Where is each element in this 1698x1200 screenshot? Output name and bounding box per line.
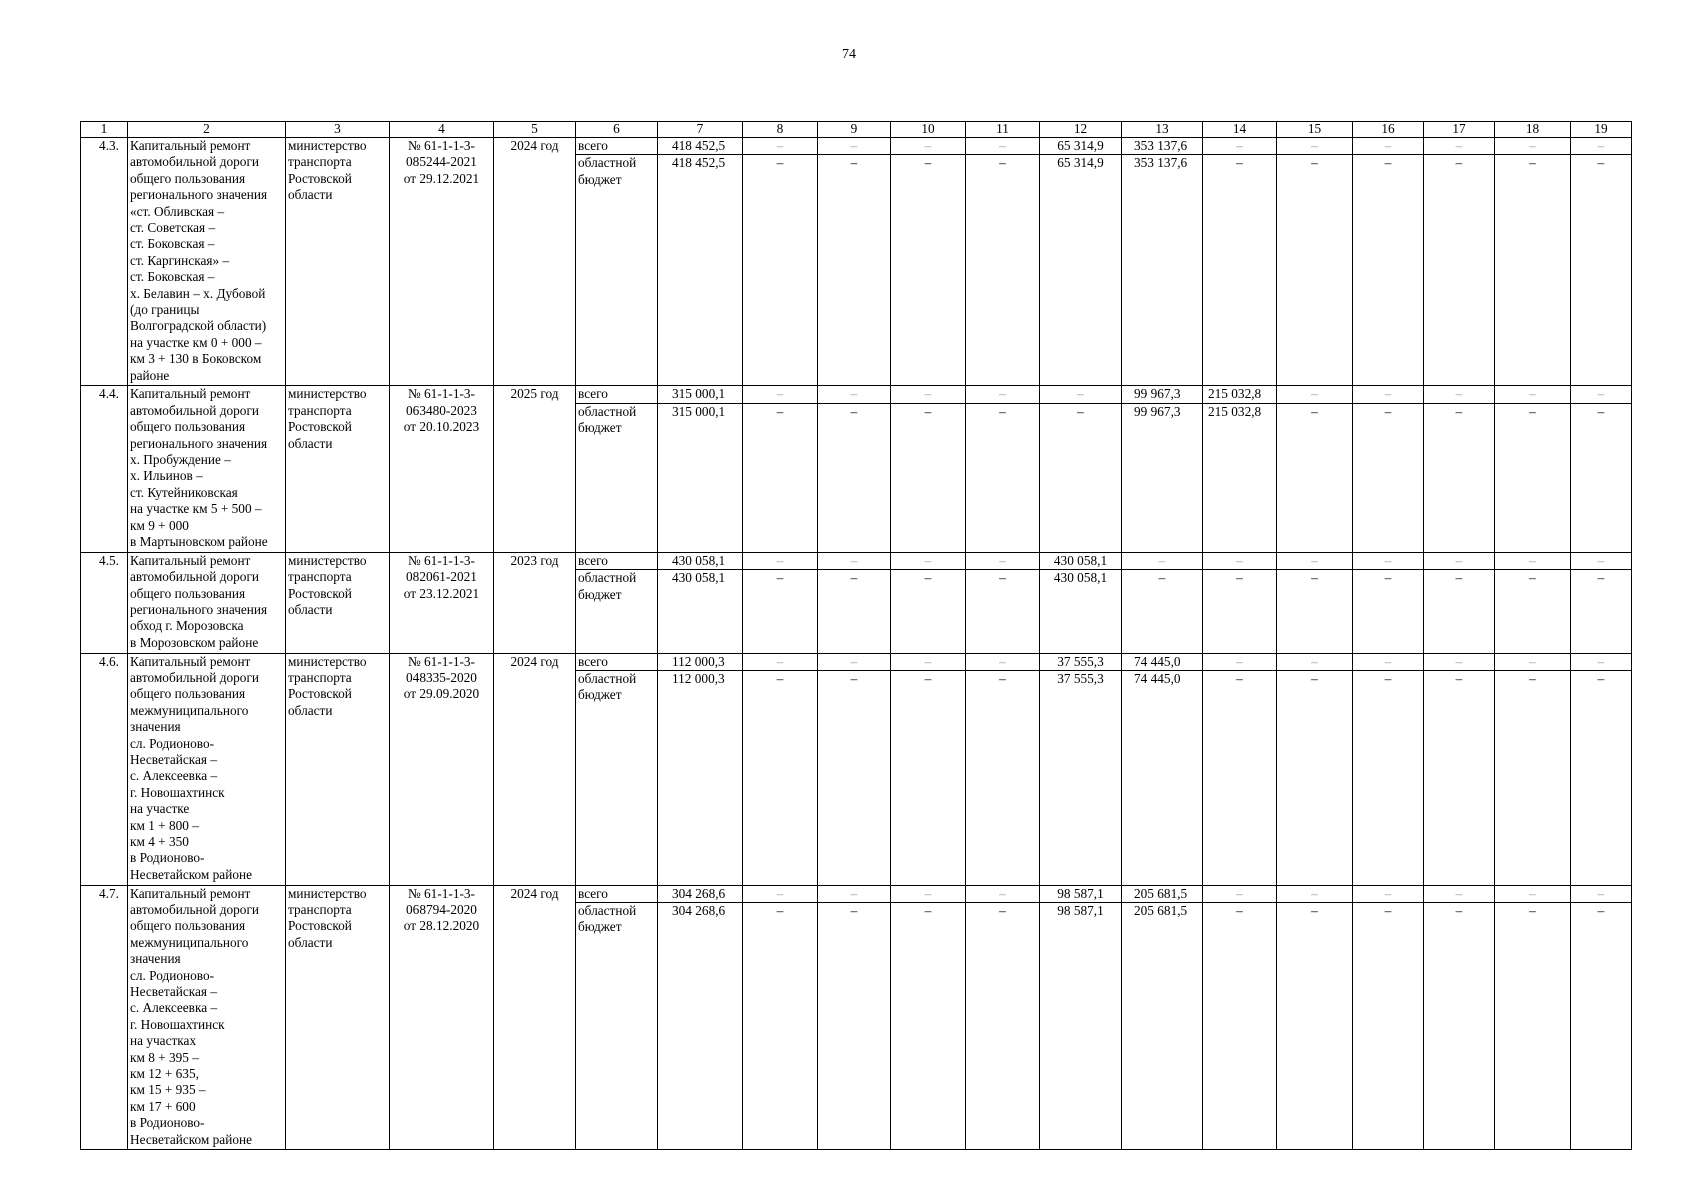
object-name-line: «ст. Обливская – — [130, 203, 225, 219]
value-col-9: – — [818, 903, 891, 1150]
value-col-15: – — [1277, 403, 1353, 552]
value-col-12: 37 555,3 — [1040, 671, 1122, 886]
value-col-13: 353 137,6 — [1122, 138, 1203, 155]
expertise-document-line: 063480-2023 — [406, 402, 477, 418]
object-name-line: Несветайская – — [130, 752, 217, 768]
column-number-5: 5 — [494, 122, 576, 138]
value-col-11: – — [966, 403, 1040, 552]
value-col-19: – — [1571, 903, 1632, 1150]
value-col-8: – — [743, 403, 818, 552]
table-row-total — [81, 653, 1632, 670]
object-name-line: районе — [130, 367, 170, 383]
column-number-7: 7 — [658, 122, 743, 138]
completion-year: 2025 год — [494, 386, 576, 552]
value-col-12: – — [1040, 403, 1122, 552]
value-col-11: – — [966, 903, 1040, 1150]
expertise-document-line: 048335-2020 — [406, 670, 477, 686]
customer — [286, 386, 390, 552]
funding-source: всего — [576, 653, 658, 670]
object-name-line: Волгоградской области) — [130, 318, 267, 334]
value-col-18: – — [1495, 138, 1571, 155]
row-number: 4.5. — [81, 552, 128, 653]
object-name — [128, 386, 286, 552]
expertise-document — [390, 885, 494, 1150]
object-name-line: автомобильной дороги — [130, 569, 260, 585]
value-col-18: – — [1495, 403, 1571, 552]
value-col-10: – — [891, 570, 966, 653]
funding-source: всего — [576, 885, 658, 902]
object-name-line: х. Белавин – х. Дубовой — [130, 285, 266, 301]
object-name-line: Несветайская – — [130, 984, 217, 1000]
customer-line: министерство — [288, 653, 367, 669]
object-name-line: сл. Родионово- — [130, 967, 215, 983]
column-number-15: 15 — [1277, 122, 1353, 138]
value-col-18: – — [1495, 386, 1571, 403]
expertise-document-line: № 61-1-1-3- — [408, 386, 475, 402]
customer-line: министерство — [288, 552, 367, 568]
funding-source: областной бюджет — [576, 403, 658, 552]
value-col-18: – — [1495, 653, 1571, 670]
object-name-line: х. Ильинов – — [130, 468, 203, 484]
expertise-document — [390, 138, 494, 386]
value-col-17: – — [1424, 155, 1495, 386]
budget-table — [80, 121, 1632, 1150]
expertise-document-line: от 29.12.2021 — [403, 170, 480, 186]
value-col-18: – — [1495, 155, 1571, 386]
value-col-13: 205 681,5 — [1122, 903, 1203, 1150]
customer-line: министерство — [288, 138, 367, 153]
value-col-10: – — [891, 155, 966, 386]
column-number-4: 4 — [390, 122, 494, 138]
value-col-11: – — [966, 671, 1040, 886]
customer-line: министерство — [288, 885, 367, 901]
value-col-17: – — [1424, 885, 1495, 902]
customer-line: Ростовской — [288, 686, 352, 702]
value-col-17: – — [1424, 403, 1495, 552]
value-col-7: 430 058,1 — [658, 570, 743, 653]
value-col-19: – — [1571, 885, 1632, 902]
value-col-16: – — [1353, 903, 1424, 1150]
value-col-11: – — [966, 552, 1040, 569]
value-col-8: – — [743, 903, 818, 1150]
value-col-8: – — [743, 155, 818, 386]
value-col-18: – — [1495, 671, 1571, 886]
value-col-17: – — [1424, 903, 1495, 1150]
value-col-17: – — [1424, 570, 1495, 653]
value-col-13: 205 681,5 — [1122, 885, 1203, 902]
value-col-13: 99 967,3 — [1122, 403, 1203, 552]
expertise-document-line: 082061-2021 — [406, 569, 477, 585]
object-name — [128, 552, 286, 653]
value-col-11: – — [966, 138, 1040, 155]
customer — [286, 653, 390, 885]
customer-line: области — [288, 934, 333, 950]
table-row-total — [81, 138, 1632, 155]
value-col-8: – — [743, 885, 818, 902]
customer — [286, 885, 390, 1150]
value-col-10: – — [891, 671, 966, 886]
object-name-line: автомобильной дороги — [130, 902, 260, 918]
row-number: 4.7. — [81, 885, 128, 1150]
completion-year: 2024 год — [494, 138, 576, 386]
expertise-document — [390, 552, 494, 653]
table-body — [81, 138, 1632, 1150]
customer — [286, 138, 390, 386]
object-name-line: регионального значения — [130, 435, 268, 451]
object-name-line: Несветайском районе — [130, 866, 252, 882]
expertise-document — [390, 386, 494, 552]
object-name-line: сл. Родионово- — [130, 735, 215, 751]
object-name-line: на участке км 5 + 500 – — [130, 501, 262, 517]
value-col-9: – — [818, 138, 891, 155]
column-number-3: 3 — [286, 122, 390, 138]
table-row-total — [81, 386, 1632, 403]
object-name-line: на участке — [130, 801, 190, 817]
value-col-8: – — [743, 552, 818, 569]
value-col-15: – — [1277, 671, 1353, 886]
customer-line: области — [288, 435, 333, 451]
value-col-10: – — [891, 885, 966, 902]
funding-source: областной бюджет — [576, 155, 658, 386]
object-name-line: регионального значения — [130, 187, 268, 203]
row-number: 4.4. — [81, 386, 128, 552]
object-name-line: в Морозовском районе — [130, 634, 259, 650]
value-col-15: – — [1277, 386, 1353, 403]
object-name-line: Капитальный ремонт — [130, 653, 251, 669]
object-name-line: ст. Кутейниковская — [130, 484, 238, 500]
value-col-16: – — [1353, 552, 1424, 569]
value-col-10: – — [891, 552, 966, 569]
value-col-14: – — [1203, 671, 1277, 886]
customer-line: министерство — [288, 386, 367, 402]
expertise-document-line: № 61-1-1-3- — [408, 885, 475, 901]
value-col-12: 65 314,9 — [1040, 138, 1122, 155]
expertise-document-line: 085244-2021 — [406, 154, 477, 170]
object-name — [128, 653, 286, 885]
value-col-12: 98 587,1 — [1040, 885, 1122, 902]
table-row-total — [81, 885, 1632, 902]
value-col-9: – — [818, 653, 891, 670]
value-col-19: – — [1571, 403, 1632, 552]
value-col-17: – — [1424, 386, 1495, 403]
object-name-line: межмуниципального — [130, 934, 249, 950]
value-col-15: – — [1277, 903, 1353, 1150]
value-col-15: – — [1277, 155, 1353, 386]
object-name-line: км 4 + 350 — [130, 834, 189, 850]
object-name-line: км 8 + 395 – — [130, 1049, 199, 1065]
value-col-13: 353 137,6 — [1122, 155, 1203, 386]
value-col-15: – — [1277, 653, 1353, 670]
object-name-line: Капитальный ремонт — [130, 552, 251, 568]
value-col-8: – — [743, 386, 818, 403]
expertise-document-line: 068794-2020 — [406, 902, 477, 918]
value-col-18: – — [1495, 552, 1571, 569]
value-col-17: – — [1424, 653, 1495, 670]
object-name-line: значения — [130, 951, 181, 967]
expertise-document-line: от 28.12.2020 — [403, 918, 480, 934]
value-col-8: – — [743, 671, 818, 886]
object-name-line: в Родионово- — [130, 1115, 205, 1131]
value-col-15: – — [1277, 552, 1353, 569]
value-col-13: 99 967,3 — [1122, 386, 1203, 403]
funding-source: всего — [576, 138, 658, 155]
object-name-line: км 12 + 635, — [130, 1066, 199, 1082]
value-col-9: – — [818, 570, 891, 653]
expertise-document-line: № 61-1-1-3- — [408, 138, 475, 153]
value-col-19: – — [1571, 138, 1632, 155]
object-name-line: общего пользования — [130, 585, 246, 601]
column-number-6: 6 — [576, 122, 658, 138]
object-name-line: Капитальный ремонт — [130, 386, 251, 402]
value-col-13: – — [1122, 570, 1203, 653]
value-col-7: 315 000,1 — [658, 386, 743, 403]
value-col-16: – — [1353, 671, 1424, 886]
column-number-19: 19 — [1571, 122, 1632, 138]
value-col-9: – — [818, 403, 891, 552]
column-number-1: 1 — [81, 122, 128, 138]
customer-line: Ростовской — [288, 918, 352, 934]
object-name-line: на участках — [130, 1033, 197, 1049]
value-col-14: 215 032,8 — [1203, 403, 1277, 552]
value-col-14: – — [1203, 653, 1277, 670]
value-col-7: 304 268,6 — [658, 885, 743, 902]
value-col-12: 430 058,1 — [1040, 552, 1122, 569]
column-number-row — [81, 122, 1632, 138]
object-name-line: межмуниципального — [130, 702, 249, 718]
column-number-14: 14 — [1203, 122, 1277, 138]
object-name — [128, 138, 286, 386]
object-name-line: в Мартыновском районе — [130, 534, 268, 550]
column-number-8: 8 — [743, 122, 818, 138]
value-col-17: – — [1424, 138, 1495, 155]
value-col-10: – — [891, 386, 966, 403]
column-number-18: 18 — [1495, 122, 1571, 138]
object-name-line: ст. Боковская – — [130, 269, 215, 285]
object-name-line: км 3 + 130 в Боковском — [130, 351, 262, 367]
completion-year: 2024 год — [494, 885, 576, 1150]
object-name-line: с. Алексеевка – — [130, 768, 218, 784]
value-col-13: 74 445,0 — [1122, 653, 1203, 670]
column-number-2: 2 — [128, 122, 286, 138]
value-col-14: 215 032,8 — [1203, 386, 1277, 403]
value-col-18: – — [1495, 903, 1571, 1150]
expertise-document-line: от 23.12.2021 — [403, 585, 480, 601]
object-name-line: ст. Советская – — [130, 220, 216, 236]
value-col-14: – — [1203, 155, 1277, 386]
value-col-15: – — [1277, 885, 1353, 902]
value-col-9: – — [818, 155, 891, 386]
object-name-line: автомобильной дороги — [130, 402, 260, 418]
value-col-12: – — [1040, 386, 1122, 403]
value-col-8: – — [743, 570, 818, 653]
object-name-line: Несветайском районе — [130, 1131, 252, 1147]
value-col-9: – — [818, 552, 891, 569]
customer-line: области — [288, 187, 333, 203]
expertise-document-line: от 20.10.2023 — [403, 419, 480, 435]
object-name-line: автомобильной дороги — [130, 670, 260, 686]
column-number-9: 9 — [818, 122, 891, 138]
funding-source: всего — [576, 386, 658, 403]
value-col-10: – — [891, 903, 966, 1150]
value-col-8: – — [743, 138, 818, 155]
value-col-11: – — [966, 570, 1040, 653]
customer-line: области — [288, 702, 333, 718]
value-col-7: 112 000,3 — [658, 671, 743, 886]
value-col-19: – — [1571, 671, 1632, 886]
expertise-document — [390, 653, 494, 885]
row-number: 4.6. — [81, 653, 128, 885]
value-col-16: – — [1353, 155, 1424, 386]
value-col-17: – — [1424, 671, 1495, 886]
customer-line: Ростовской — [288, 585, 352, 601]
value-col-7: 304 268,6 — [658, 903, 743, 1150]
value-col-19: – — [1571, 386, 1632, 403]
value-col-16: – — [1353, 885, 1424, 902]
object-name-line: г. Новошахтинск — [130, 1016, 225, 1032]
value-col-11: – — [966, 653, 1040, 670]
value-col-16: – — [1353, 138, 1424, 155]
value-col-16: – — [1353, 386, 1424, 403]
value-col-16: – — [1353, 653, 1424, 670]
object-name-line: обход г. Морозовска — [130, 618, 244, 634]
column-number-12: 12 — [1040, 122, 1122, 138]
funding-source: областной бюджет — [576, 570, 658, 653]
value-col-12: 65 314,9 — [1040, 155, 1122, 386]
customer-line: транспорта — [288, 670, 352, 686]
value-col-7: 315 000,1 — [658, 403, 743, 552]
object-name-line: автомобильной дороги — [130, 154, 260, 170]
object-name-line: общего пользования — [130, 686, 246, 702]
object-name-line: ст. Каргинская» – — [130, 252, 230, 268]
object-name-line: общего пользования — [130, 170, 246, 186]
page-number: 74 — [842, 47, 856, 62]
row-number: 4.3. — [81, 138, 128, 386]
funding-source: областной бюджет — [576, 903, 658, 1150]
object-name-line: Капитальный ремонт — [130, 138, 251, 153]
customer-line: транспорта — [288, 569, 352, 585]
value-col-12: 37 555,3 — [1040, 653, 1122, 670]
customer-line: транспорта — [288, 154, 352, 170]
value-col-16: – — [1353, 403, 1424, 552]
object-name-line: (до границы — [130, 302, 200, 318]
table-row-total — [81, 552, 1632, 569]
expertise-document-line: № 61-1-1-3- — [408, 552, 475, 568]
customer-line: Ростовской — [288, 170, 352, 186]
value-col-14: – — [1203, 138, 1277, 155]
value-col-14: – — [1203, 570, 1277, 653]
object-name-line: в Родионово- — [130, 850, 205, 866]
value-col-12: 98 587,1 — [1040, 903, 1122, 1150]
value-col-13: 74 445,0 — [1122, 671, 1203, 886]
object-name-line: общего пользования — [130, 918, 246, 934]
object-name-line: км 17 + 600 — [130, 1098, 196, 1114]
value-col-11: – — [966, 386, 1040, 403]
value-col-10: – — [891, 403, 966, 552]
value-col-19: – — [1571, 155, 1632, 386]
value-col-7: 430 058,1 — [658, 552, 743, 569]
value-col-19: – — [1571, 570, 1632, 653]
value-col-19: – — [1571, 552, 1632, 569]
object-name-line: г. Новошахтинск — [130, 784, 225, 800]
completion-year: 2024 год — [494, 653, 576, 885]
value-col-7: 112 000,3 — [658, 653, 743, 670]
value-col-7: 418 452,5 — [658, 138, 743, 155]
object-name-line: на участке км 0 + 000 – — [130, 334, 262, 350]
object-name — [128, 885, 286, 1150]
object-name-line: с. Алексеевка – — [130, 1000, 218, 1016]
customer — [286, 552, 390, 653]
completion-year: 2023 год — [494, 552, 576, 653]
value-col-16: – — [1353, 570, 1424, 653]
object-name-line: Капитальный ремонт — [130, 885, 251, 901]
value-col-17: – — [1424, 552, 1495, 569]
value-col-15: – — [1277, 138, 1353, 155]
value-col-9: – — [818, 671, 891, 886]
value-col-8: – — [743, 653, 818, 670]
object-name-line: регионального значения — [130, 602, 268, 618]
expertise-document-line: № 61-1-1-3- — [408, 653, 475, 669]
value-col-13: – — [1122, 552, 1203, 569]
object-name-line: км 9 + 000 — [130, 517, 189, 533]
customer-line: Ростовской — [288, 419, 352, 435]
value-col-14: – — [1203, 903, 1277, 1150]
object-name-line: км 1 + 800 – — [130, 817, 199, 833]
value-col-9: – — [818, 386, 891, 403]
expertise-document-line: от 29.09.2020 — [403, 686, 480, 702]
value-col-19: – — [1571, 653, 1632, 670]
value-col-11: – — [966, 155, 1040, 386]
value-col-18: – — [1495, 885, 1571, 902]
object-name-line: общего пользования — [130, 419, 246, 435]
value-col-10: – — [891, 653, 966, 670]
column-number-16: 16 — [1353, 122, 1424, 138]
customer-line: транспорта — [288, 902, 352, 918]
value-col-14: – — [1203, 885, 1277, 902]
funding-source: всего — [576, 552, 658, 569]
column-number-10: 10 — [891, 122, 966, 138]
column-number-11: 11 — [966, 122, 1040, 138]
object-name-line: х. Пробуждение – — [130, 452, 231, 468]
value-col-18: – — [1495, 570, 1571, 653]
value-col-7: 418 452,5 — [658, 155, 743, 386]
value-col-14: – — [1203, 552, 1277, 569]
customer-line: транспорта — [288, 402, 352, 418]
funding-source: областной бюджет — [576, 671, 658, 886]
value-col-9: – — [818, 885, 891, 902]
value-col-10: – — [891, 138, 966, 155]
column-number-17: 17 — [1424, 122, 1495, 138]
value-col-12: 430 058,1 — [1040, 570, 1122, 653]
value-col-11: – — [966, 885, 1040, 902]
customer-line: области — [288, 602, 333, 618]
column-number-13: 13 — [1122, 122, 1203, 138]
object-name-line: ст. Боковская – — [130, 236, 215, 252]
object-name-line: км 15 + 935 – — [130, 1082, 206, 1098]
value-col-15: – — [1277, 570, 1353, 653]
object-name-line: значения — [130, 719, 181, 735]
